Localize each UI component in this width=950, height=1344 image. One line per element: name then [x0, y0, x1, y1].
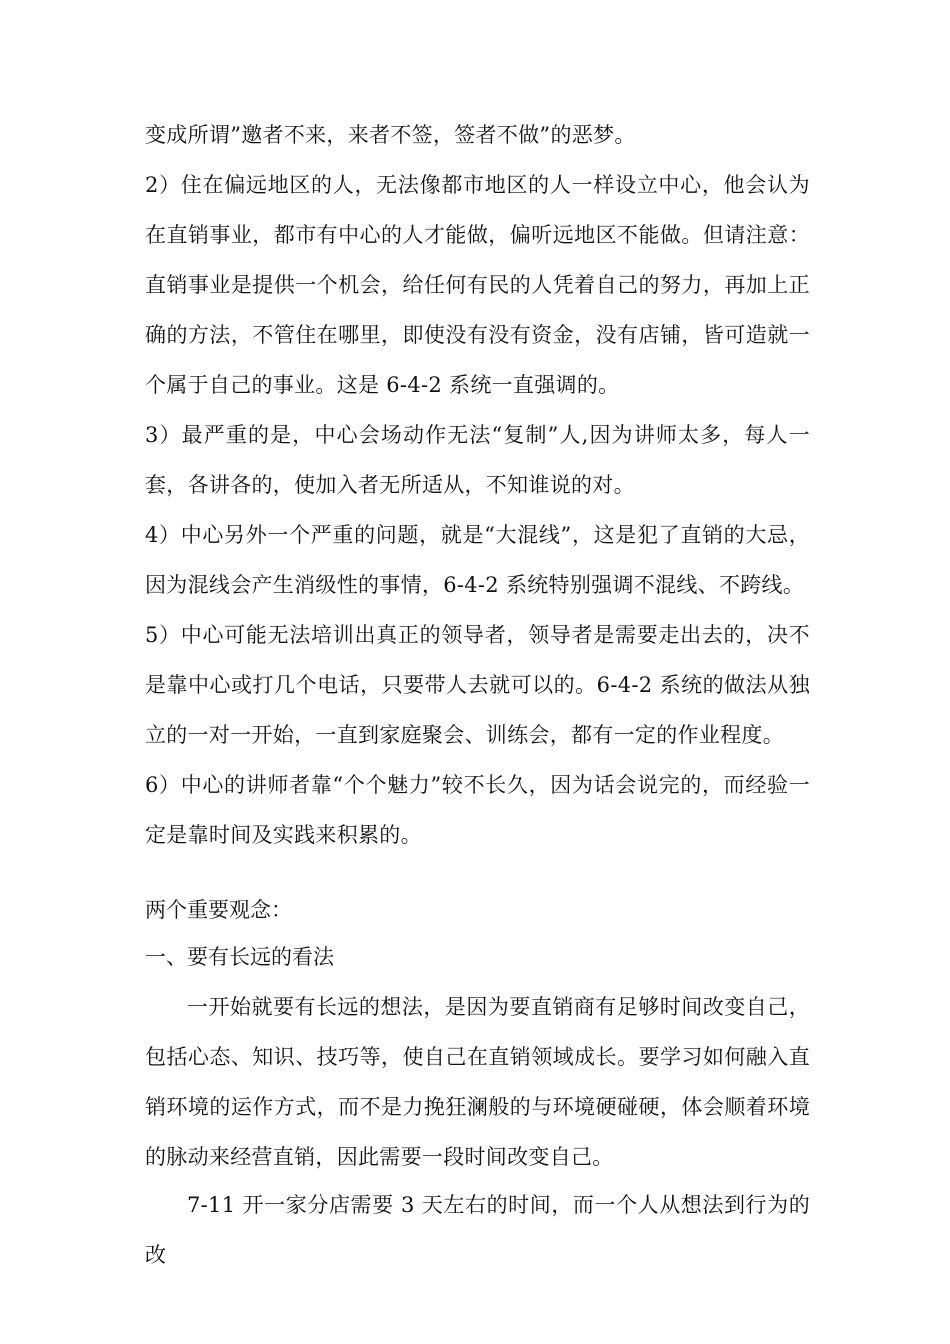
body-paragraph-7-11: 7-11 开一家分店需要 3 天左右的时间，而一个人从想法到行为的改 [145, 1193, 810, 1267]
subheading-long-term-view: 一、要有长远的看法 [145, 945, 334, 969]
paragraph-point-4: 4）中心另外一个严重的问题，就是“大混线”，这是犯了直销的大忌，因为混线会产生消级性的事情，6-4-2 系统特别强调不混线、不跨线。 [145, 523, 810, 597]
paragraph-point-2: 2）住在偏远地区的人，无法像都市地区的人一样设立中心，他会认为在直销事业，都市有中心的人才能做，偏听远地区不能做。但请注意：直销事业是提供一个机会，给任何有民的人凭着自己的努力，再加上正确的方法，不管住在哪里，即使没有没有资金，没有店铺，皆可造就一个属于自己的事业。这是 6-4-2 系统一直强调的。 [145, 173, 810, 397]
paragraph-point-3: 3）最严重的是，中心会场动作无法“复制”人,因为讲师太多，每人一套，各讲各的，使加入者无所适从，不知谁说的对。 [145, 423, 810, 497]
paragraph-point-5: 5）中心可能无法培训出真正的领导者，领导者是需要走出去的，决不是靠中心或打几个电话，只要带人去就可以的。6-4-2 系统的做法从独立的一对一开始，一直到家庭聚会、训练会，都有一定的作业程度。 [145, 623, 810, 747]
paragraph-point-6: 6）中心的讲师者靠“个个魅力”较不长久，因为话会说完的，而经验一定是靠时间及实践来积累的。 [145, 773, 810, 847]
body-paragraph-long-term: 一开始就要有长远的想法，是因为要直销商有足够时间改变自己，包括心态、知识、技巧等，使自己在直销领域成长。要学习如何融入直销环境的运作方式，而不是力挽狂澜般的与环境硬碰硬，体会顺着环境的脉动来经营直销，因此需要一段时间改变自己。 [145, 995, 810, 1169]
section-heading: 两个重要观念： [145, 898, 292, 922]
paragraph-continuation: 变成所谓”邀者不来，来者不签，签者不做”的恶梦。 [145, 123, 636, 147]
